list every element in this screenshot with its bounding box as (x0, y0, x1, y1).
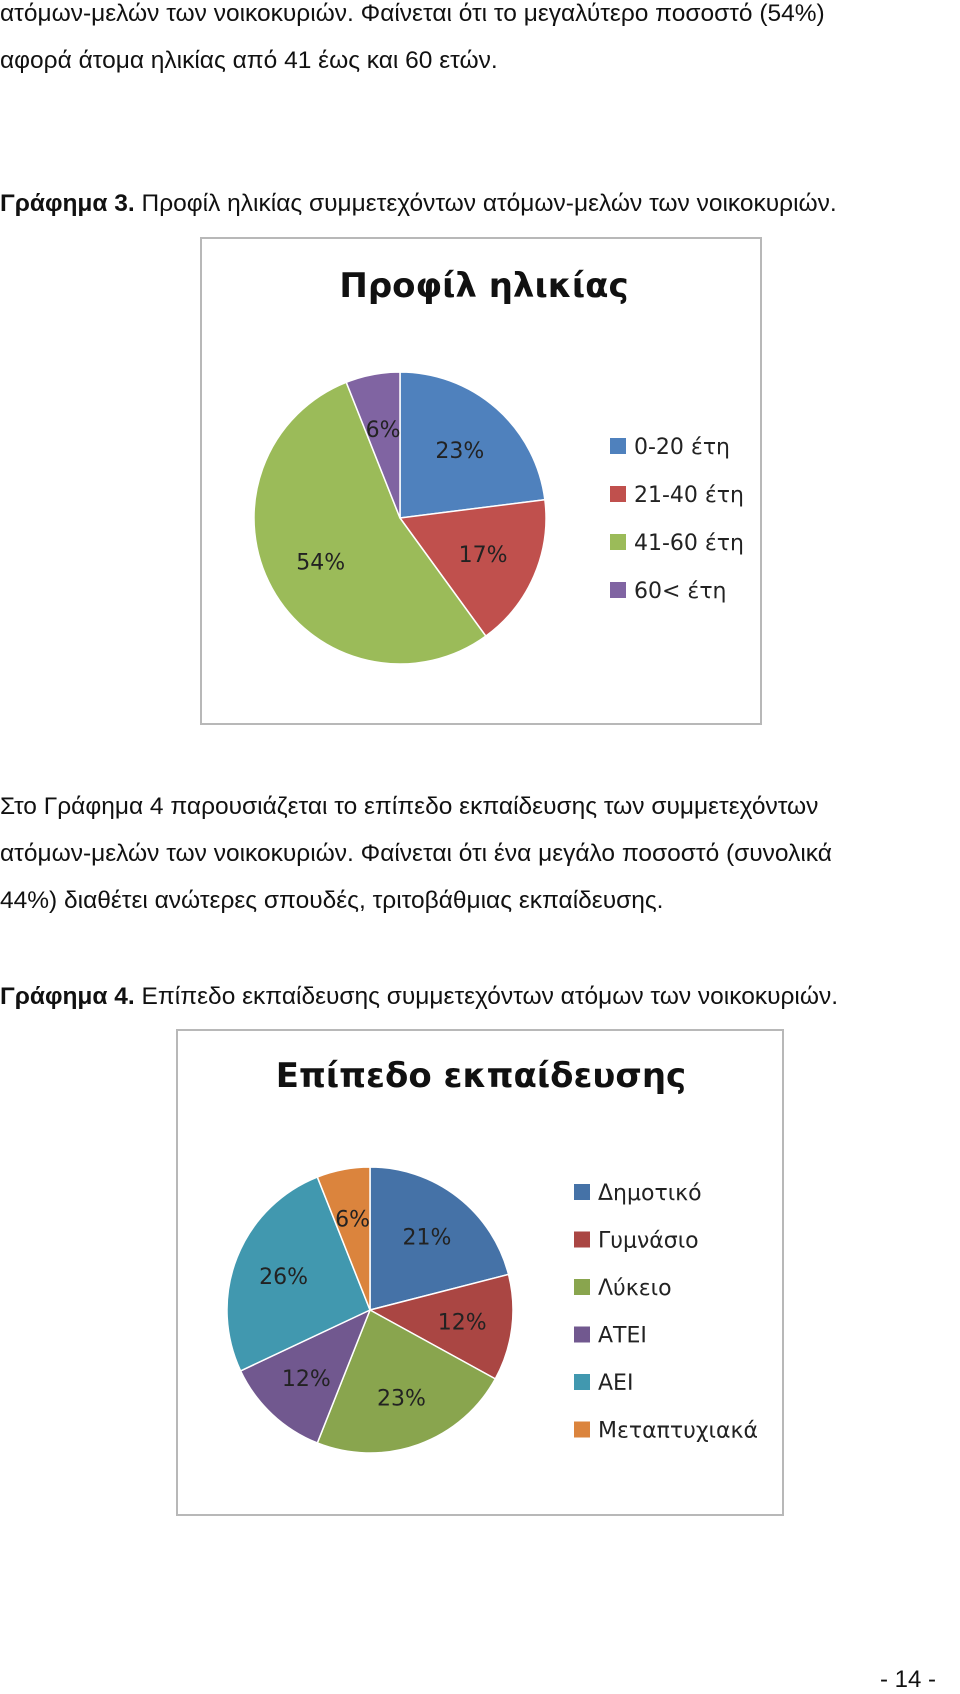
legend-swatch (574, 1327, 590, 1343)
figure-caption-3 (0, 190, 837, 218)
legend-swatch (574, 1184, 590, 1200)
chart-title: Επίπεδο εκπαίδευσης (275, 1056, 687, 1096)
legend-label: 41-60 έτη (634, 531, 744, 556)
slice-data-label: 12% (281, 1366, 331, 1392)
middle-paragraph (0, 783, 958, 924)
legend-swatch (610, 486, 626, 502)
figure-caption-4 (0, 983, 838, 1011)
legend-label: 21-40 έτη (634, 483, 744, 508)
paragraph-line: ατόμων-μελών των νοικοκυριών. Φαίνεται ότι το μεγαλύτερο ποσοστό (54%) (0, 0, 825, 27)
legend-label: Δημοτικό (598, 1181, 702, 1206)
caption-text: Προφίλ ηλικίας συμμετεχόντων ατόμων-μελών των νοικοκυριών. (134, 190, 837, 217)
legend-label: Μεταπτυχιακά (598, 1418, 758, 1444)
page-number: - 14 - (879, 1666, 936, 1693)
slice-data-label: 23% (377, 1386, 426, 1412)
legend-swatch (610, 438, 626, 454)
paragraph-line: Στο Γράφημα 4 παρουσιάζεται το επίπεδο εκπαίδευσης των συμμετεχόντων (0, 793, 819, 820)
legend-swatch (574, 1279, 590, 1295)
slice-data-label: 12% (437, 1310, 487, 1336)
education-level-chart (176, 1029, 784, 1516)
legend-label: 60< έτη (634, 579, 727, 604)
caption-label: Γράφημα 3. (0, 190, 135, 217)
slice-data-label: 6% (365, 418, 401, 444)
legend-swatch (574, 1232, 590, 1248)
caption-label: Γράφημα 4. (0, 983, 135, 1010)
slice-data-label: 21% (402, 1225, 452, 1251)
slice-data-label: 23% (435, 439, 485, 465)
age-profile-chart (200, 237, 762, 725)
paragraph-line: 44%) διαθέτει ανώτερες σπουδές, τριτοβάθμιας εκπαίδευσης. (0, 887, 664, 914)
legend-label: ΑΤΕΙ (598, 1323, 647, 1349)
slice-data-label: 54% (296, 550, 346, 576)
legend-label: ΑΕΙ (598, 1371, 634, 1396)
legend-swatch (574, 1422, 590, 1438)
legend-label: Γυμνάσιο (598, 1228, 699, 1254)
legend-swatch (610, 534, 626, 550)
legend-label: 0-20 έτη (634, 435, 731, 460)
slice-data-label: 17% (458, 542, 508, 568)
slice-data-label: 6% (335, 1207, 371, 1233)
caption-text: Επίπεδο εκπαίδευσης συμμετεχόντων ατόμων των νοικοκυριών. (134, 983, 839, 1010)
legend-swatch (610, 582, 626, 598)
top-paragraph (0, 0, 958, 84)
slice-data-label: 26% (259, 1264, 309, 1290)
age-profile-chart-svg (202, 239, 762, 725)
chart-title: Προφίλ ηλικίας (339, 266, 629, 306)
paragraph-line: αφορά άτομα ηλικίας από 41 έως και 60 ετών. (0, 47, 498, 74)
legend-label: Λύκειο (598, 1276, 672, 1301)
legend-swatch (574, 1374, 590, 1390)
education-level-chart-svg (178, 1031, 784, 1516)
paragraph-line: ατόμων-μελών των νοικοκυριών. Φαίνεται ότι ένα μεγάλο ποσοστό (συνολικά (0, 840, 832, 867)
